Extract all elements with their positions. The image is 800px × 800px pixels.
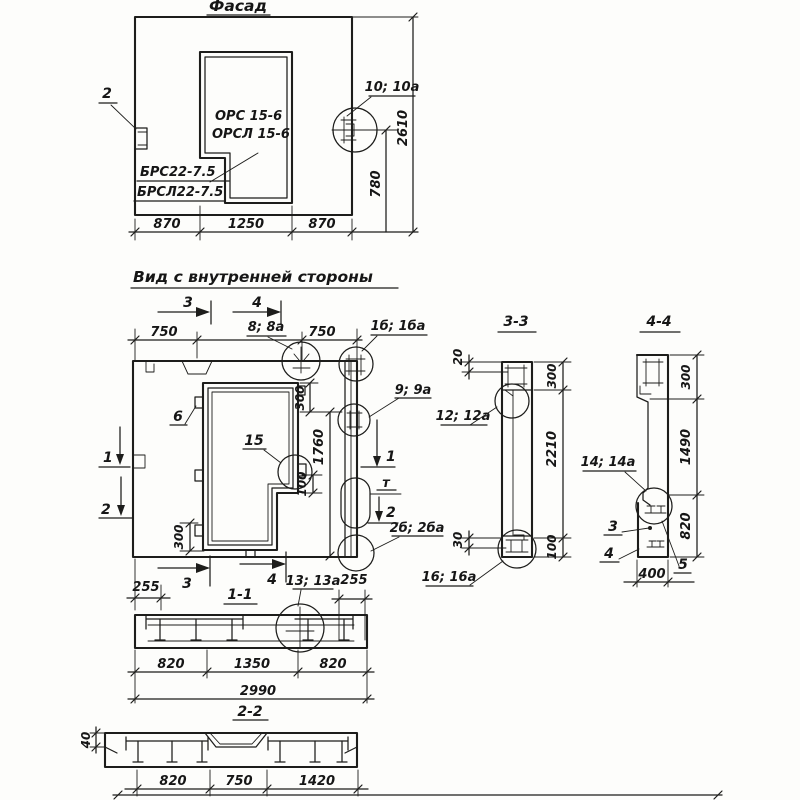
section-mark-4-bottom: 4: [267, 572, 277, 588]
mark-t: т: [382, 476, 390, 491]
facade-dim-1250: 1250: [227, 217, 265, 232]
section-mark-4-top: 4: [252, 295, 262, 311]
s22-dim-40: 40: [79, 731, 93, 749]
s11-dim-1350: 1350: [233, 657, 271, 672]
section-1-1-title: 1-1: [227, 587, 253, 603]
inner-callout-9: 9; 9а: [394, 383, 432, 398]
section-mark-1-right: 1: [386, 449, 396, 465]
facade-label-brcl: БРСЛ22-7.5: [137, 185, 224, 200]
s33-dim-2210: 2210: [545, 430, 560, 468]
s22-dim-750: 750: [225, 774, 253, 789]
facade-dim-870-right: 870: [308, 217, 336, 232]
s44-callout-5: 5: [678, 557, 688, 573]
facade-label-brc: БРС22-7.5: [140, 165, 216, 180]
s44-dim-400: 400: [638, 567, 666, 582]
inner-dim-300-bottom: 300: [172, 524, 186, 550]
section-3-3: [422, 314, 571, 586]
section-1-1: [128, 587, 374, 703]
inner-callout-1b: 1б; 1ба: [370, 319, 426, 334]
section-mark-3-top: 3: [183, 295, 193, 311]
inner-dim-1760: 1760: [312, 428, 327, 466]
section-2-2: [79, 704, 722, 796]
inner-callout-13: 13; 13а: [285, 574, 341, 589]
facade-view: [99, 0, 419, 240]
inner-dim-255-left: 255: [132, 580, 160, 595]
s33-dim-30: 30: [451, 531, 465, 549]
s33-dim-100: 100: [545, 534, 559, 560]
s44-dim-300: 300: [679, 364, 693, 390]
s44-dim-1490: 1490: [679, 428, 694, 466]
inner-dim-255-right: 255: [340, 573, 368, 588]
inner-view-title: Вид с внутренней стороны: [133, 268, 373, 286]
inner-dim-100: 100: [295, 471, 309, 497]
s33-callout-12: 12; 12а: [435, 409, 491, 424]
s44-callout-4: 4: [604, 546, 614, 562]
facade-dim-780: 780: [369, 170, 384, 198]
section-2-2-title: 2-2: [237, 704, 263, 720]
inner-callout-15: 15: [244, 433, 264, 449]
section-4-4: [581, 314, 704, 587]
facade-dim-2610: 2610: [396, 109, 411, 147]
facade-callout-2: 2: [102, 86, 112, 102]
section-4-4-title: 4-4: [646, 314, 672, 330]
s22-dim-820: 820: [159, 774, 187, 789]
section-mark-3-bottom: 3: [182, 576, 192, 592]
facade-callout-10: 10; 10а: [364, 80, 420, 95]
facade-label-orcl: ОРСЛ 15-6: [212, 127, 290, 142]
facade-dim-870-left: 870: [153, 217, 181, 232]
s33-dim-20: 20: [451, 348, 465, 366]
inner-dim-750-right: 750: [308, 325, 336, 340]
section-mark-2-left: 2: [101, 502, 111, 518]
s22-dim-1420: 1420: [298, 774, 336, 789]
s11-dim-820-left: 820: [157, 657, 185, 672]
inner-callout-6: 6: [173, 409, 183, 425]
s44-dim-820: 820: [679, 512, 694, 540]
s44-callout-14: 14; 14а: [580, 455, 636, 470]
s11-dim-820-right: 820: [319, 657, 347, 672]
s33-dim-300: 300: [545, 363, 559, 389]
inner-callout-8: 8; 8а: [247, 320, 285, 335]
section-3-3-title: 3-3: [503, 314, 529, 330]
s44-callout-3: 3: [608, 519, 618, 535]
facade-label-orc: ОРС 15-6: [215, 109, 283, 124]
section-mark-1-left: 1: [103, 450, 113, 466]
inner-dim-750-left: 750: [150, 325, 178, 340]
s33-callout-16: 16; 16а: [421, 570, 477, 585]
inner-dim-300-top: 300: [293, 385, 307, 411]
facade-title: Фасад: [209, 0, 267, 15]
s11-dim-2990: 2990: [239, 684, 277, 699]
inner-view: [99, 268, 444, 640]
inner-callout-2b: 2б; 2ба: [389, 521, 445, 536]
section-mark-2-right: 2: [386, 505, 396, 521]
